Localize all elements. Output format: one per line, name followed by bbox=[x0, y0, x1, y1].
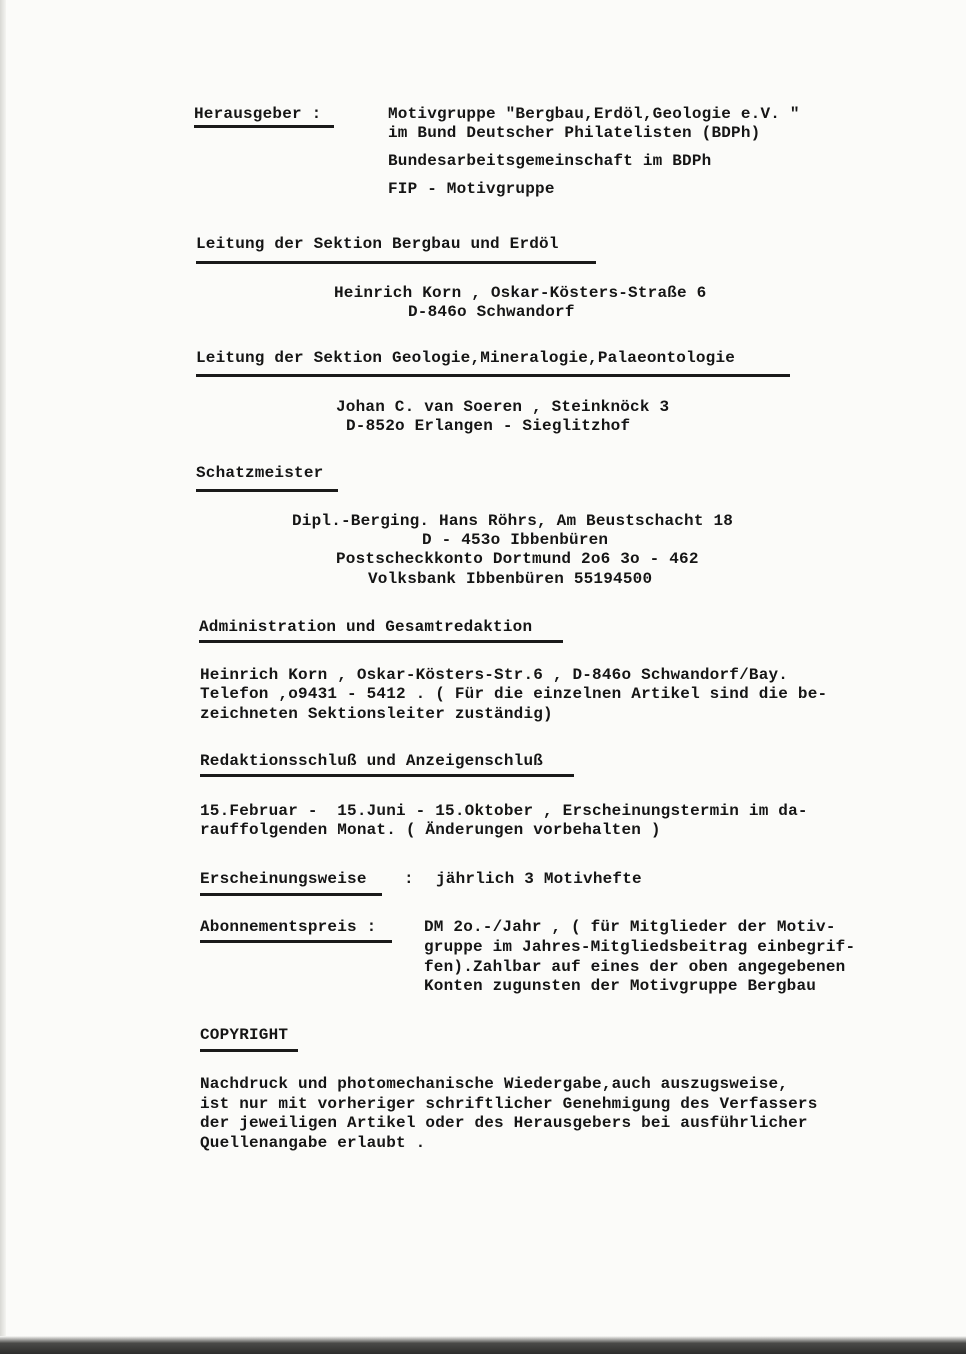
herausgeber-line4: FIP - Motivgruppe bbox=[388, 180, 555, 198]
bergbau-line2: D-846o Schwandorf bbox=[408, 303, 575, 321]
administration-line3: zeichneten Sektionsleiter zuständig) bbox=[200, 705, 553, 723]
schatzmeister-line1: Dipl.-Berging. Hans Röhrs, Am Beustschacht 18 bbox=[292, 512, 734, 530]
schatzmeister-line4: Volksbank Ibbenbüren 55194500 bbox=[368, 570, 653, 588]
copyright-line1: Nachdruck und photomechanische Wiedergabe,auch auszugsweise, bbox=[200, 1075, 789, 1093]
schatzmeister-heading: Schatzmeister bbox=[196, 464, 324, 482]
scan-edge bbox=[0, 0, 6, 1354]
administration-underline bbox=[199, 640, 563, 643]
copyright-line2: ist nur mit vorheriger schriftlicher Genehmigung des Verfassers bbox=[200, 1095, 818, 1113]
redaktionsschluss-line2: rauffolgenden Monat. ( Änderungen vorbehalten ) bbox=[200, 821, 661, 839]
abonnement-line3: fen).Zahlbar auf eines der oben angegebenen bbox=[424, 958, 846, 976]
geologie-underline bbox=[196, 374, 790, 377]
redaktionsschluss-heading: Redaktionsschluß und Anzeigenschluß bbox=[200, 752, 544, 770]
schatzmeister-line3: Postscheckkonto Dortmund 2o6 3o - 462 bbox=[336, 550, 699, 568]
copyright-line3: der jeweiligen Artikel oder des Herausgebers bei ausführlicher bbox=[200, 1114, 808, 1132]
herausgeber-label: Herausgeber : bbox=[194, 105, 322, 123]
erscheinungsweise-label: Erscheinungsweise bbox=[200, 870, 367, 888]
herausgeber-line1: Motivgruppe "Bergbau,Erdöl,Geologie e.V. " bbox=[388, 105, 800, 123]
abonnement-underline bbox=[200, 940, 392, 943]
schatzmeister-underline bbox=[196, 489, 338, 492]
erscheinungsweise-underline bbox=[200, 893, 382, 896]
copyright-heading: COPYRIGHT bbox=[200, 1026, 289, 1044]
redaktionsschluss-underline bbox=[200, 774, 574, 777]
herausgeber-line2: im Bund Deutscher Philatelisten (BDPh) bbox=[388, 124, 761, 142]
scan-bottom-edge bbox=[0, 1336, 966, 1354]
redaktionsschluss-line1: 15.Februar - 15.Juni - 15.Oktober , Erscheinungstermin im da- bbox=[200, 802, 808, 820]
administration-line2: Telefon ,o9431 - 5412 . ( Für die einzelnen Artikel sind die be- bbox=[200, 685, 828, 703]
copyright-line4: Quellenangabe erlaubt . bbox=[200, 1134, 426, 1152]
erscheinungsweise-colon: : bbox=[404, 870, 414, 888]
geologie-heading: Leitung der Sektion Geologie,Mineralogie,Palaeontologie bbox=[196, 349, 736, 367]
geologie-line1: Johan C. van Soeren , Steinknöck 3 bbox=[336, 398, 670, 416]
administration-heading: Administration und Gesamtredaktion bbox=[199, 618, 533, 636]
geologie-line2: D-852o Erlangen - Sieglitzhof bbox=[346, 417, 631, 435]
erscheinungsweise-value: jährlich 3 Motivhefte bbox=[436, 870, 642, 888]
schatzmeister-line2: D - 453o Ibbenbüren bbox=[422, 531, 609, 549]
bergbau-line1: Heinrich Korn , Oskar-Kösters-Straße 6 bbox=[334, 284, 707, 302]
herausgeber-line3: Bundesarbeitsgemeinschaft im BDPh bbox=[388, 152, 712, 170]
abonnement-label: Abonnementspreis : bbox=[200, 918, 377, 936]
abonnement-line1: DM 2o.-/Jahr , ( für Mitglieder der Motiv- bbox=[424, 918, 836, 936]
abonnement-line2: gruppe im Jahres-Mitgliedsbeitrag einbegrif- bbox=[424, 938, 856, 956]
abonnement-line4: Konten zugunsten der Motivgruppe Bergbau bbox=[424, 977, 817, 995]
bergbau-underline bbox=[196, 261, 596, 264]
bergbau-heading: Leitung der Sektion Bergbau und Erdöl bbox=[196, 235, 559, 253]
copyright-underline bbox=[200, 1049, 298, 1052]
administration-line1: Heinrich Korn , Oskar-Kösters-Str.6 , D-846o Schwandorf/Bay. bbox=[200, 666, 789, 684]
herausgeber-underline bbox=[194, 125, 334, 128]
